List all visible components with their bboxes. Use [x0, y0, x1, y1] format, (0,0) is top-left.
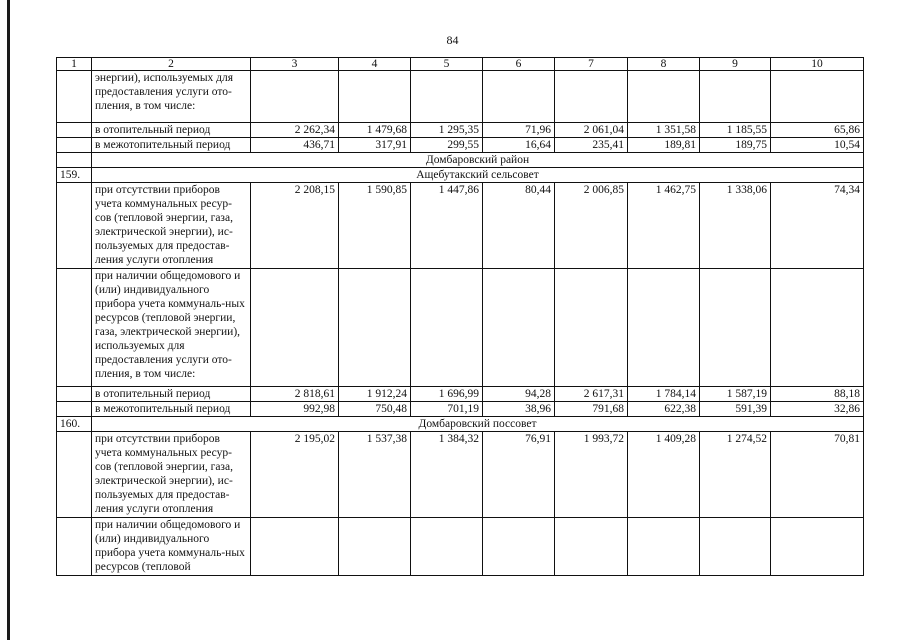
value-cell: 1 479,68	[339, 123, 411, 138]
scan-margin-bar	[7, 0, 10, 640]
value-cell: 2 617,31	[555, 387, 628, 402]
value-cell: 1 447,86	[411, 183, 483, 269]
value-cell: 591,39	[700, 402, 771, 417]
column-header: 4	[339, 58, 411, 71]
column-header: 2	[92, 58, 251, 71]
table-row	[57, 518, 864, 576]
value-cell: 1 993,72	[555, 432, 628, 518]
value-cell: 189,81	[628, 138, 700, 153]
value-cell: 70,81	[771, 432, 864, 518]
value-cell	[700, 269, 771, 387]
value-cell: 189,75	[700, 138, 771, 153]
value-cell	[555, 71, 628, 123]
value-cell: 1 185,55	[700, 123, 771, 138]
value-cell: 2 195,02	[251, 432, 339, 518]
value-cell: 71,96	[483, 123, 555, 138]
description-cell: в межотопительный период	[92, 138, 251, 153]
description-cell: в отопительный период	[92, 123, 251, 138]
table-row	[57, 402, 864, 417]
value-cell: 1 351,58	[628, 123, 700, 138]
value-cell	[339, 518, 411, 576]
value-cell: 317,91	[339, 138, 411, 153]
column-header: 5	[411, 58, 483, 71]
description-cell: энергии), используемых для предоставления услуги ото-пления, в том числе:	[92, 71, 251, 123]
value-cell: 2 262,34	[251, 123, 339, 138]
value-cell: 1 912,24	[339, 387, 411, 402]
value-cell: 1 295,35	[411, 123, 483, 138]
table-row	[57, 432, 864, 518]
row-number-cell	[57, 183, 92, 269]
row-number-cell: 159.	[57, 168, 92, 183]
value-cell	[483, 269, 555, 387]
value-cell: 16,64	[483, 138, 555, 153]
value-cell	[411, 269, 483, 387]
row-number-cell	[57, 432, 92, 518]
value-cell	[771, 269, 864, 387]
row-number-cell	[57, 153, 92, 168]
section-title: Домбаровский район	[92, 153, 864, 168]
column-header: 6	[483, 58, 555, 71]
value-cell	[771, 71, 864, 123]
table-row	[57, 123, 864, 138]
value-cell	[555, 518, 628, 576]
description-cell: при отсутствии приборов учета коммунальных ресур-сов (тепловой энергии, газа, электрической энергии), ис-пользуемых для предостав-ления услуги отопления	[92, 432, 251, 518]
value-cell	[251, 269, 339, 387]
value-cell: 2 818,61	[251, 387, 339, 402]
value-cell: 2 006,85	[555, 183, 628, 269]
column-header: 1	[57, 58, 92, 71]
column-header: 9	[700, 58, 771, 71]
table-row	[57, 269, 864, 387]
section-row	[57, 168, 864, 183]
value-cell: 80,44	[483, 183, 555, 269]
value-cell: 1 338,06	[700, 183, 771, 269]
value-cell	[339, 71, 411, 123]
section-row	[57, 153, 864, 168]
row-number-cell	[57, 387, 92, 402]
value-cell: 436,71	[251, 138, 339, 153]
value-cell	[771, 518, 864, 576]
row-number-cell	[57, 269, 92, 387]
row-number-cell	[57, 518, 92, 576]
value-cell	[251, 518, 339, 576]
table-row	[57, 138, 864, 153]
value-cell: 1 784,14	[628, 387, 700, 402]
description-cell: при отсутствии приборов учета коммунальных ресур-сов (тепловой энергии, газа, электрической энергии), ис-пользуемых для предостав-ления услуги отопления	[92, 183, 251, 269]
value-cell: 76,91	[483, 432, 555, 518]
row-number-cell	[57, 402, 92, 417]
value-cell: 88,18	[771, 387, 864, 402]
value-cell: 2 208,15	[251, 183, 339, 269]
column-header: 8	[628, 58, 700, 71]
value-cell: 65,86	[771, 123, 864, 138]
table-row	[57, 387, 864, 402]
value-cell: 1 462,75	[628, 183, 700, 269]
column-header: 3	[251, 58, 339, 71]
description-cell: в межотопительный период	[92, 402, 251, 417]
value-cell: 992,98	[251, 402, 339, 417]
value-cell: 1 696,99	[411, 387, 483, 402]
description-cell: в отопительный период	[92, 387, 251, 402]
section-row	[57, 417, 864, 432]
table-row	[57, 71, 864, 123]
table-body	[57, 58, 864, 576]
value-cell: 74,34	[771, 183, 864, 269]
value-cell: 1 587,19	[700, 387, 771, 402]
value-cell	[700, 518, 771, 576]
value-cell	[628, 518, 700, 576]
value-cell	[700, 71, 771, 123]
section-title: Домбаровский поссовет	[92, 417, 864, 432]
value-cell: 38,96	[483, 402, 555, 417]
value-cell	[628, 269, 700, 387]
value-cell: 1 384,32	[411, 432, 483, 518]
value-cell	[411, 71, 483, 123]
row-number-cell: 160.	[57, 417, 92, 432]
row-number-cell	[57, 71, 92, 123]
value-cell	[628, 71, 700, 123]
row-number-cell	[57, 138, 92, 153]
value-cell: 94,28	[483, 387, 555, 402]
value-cell: 1 590,85	[339, 183, 411, 269]
value-cell: 299,55	[411, 138, 483, 153]
table-row	[57, 183, 864, 269]
row-number-cell	[57, 123, 92, 138]
description-cell: при наличии общедомового и (или) индивидуального прибора учета коммуналь-ных ресурсов (тепловой	[92, 518, 251, 576]
section-title: Ащебутакский сельсовет	[92, 168, 864, 183]
column-header: 7	[555, 58, 628, 71]
value-cell: 791,68	[555, 402, 628, 417]
value-cell	[411, 518, 483, 576]
value-cell: 750,48	[339, 402, 411, 417]
value-cell: 1 537,38	[339, 432, 411, 518]
value-cell	[339, 269, 411, 387]
column-header: 10	[771, 58, 864, 71]
value-cell: 32,86	[771, 402, 864, 417]
value-cell	[483, 518, 555, 576]
value-cell: 1 274,52	[700, 432, 771, 518]
value-cell: 622,38	[628, 402, 700, 417]
value-cell: 2 061,04	[555, 123, 628, 138]
value-cell: 10,54	[771, 138, 864, 153]
value-cell	[251, 71, 339, 123]
page-number: 84	[446, 33, 459, 47]
value-cell: 1 409,28	[628, 432, 700, 518]
value-cell: 235,41	[555, 138, 628, 153]
tariff-table	[56, 57, 864, 576]
value-cell	[483, 71, 555, 123]
value-cell	[555, 269, 628, 387]
value-cell: 701,19	[411, 402, 483, 417]
description-cell: при наличии общедомового и (или) индивидуального прибора учета коммуналь-ных ресурсов (тепловой энергии, газа, электрической энергии), используемых для предоставления услуги ото-пления, в том числе:	[92, 269, 251, 387]
column-header-row	[57, 58, 864, 71]
